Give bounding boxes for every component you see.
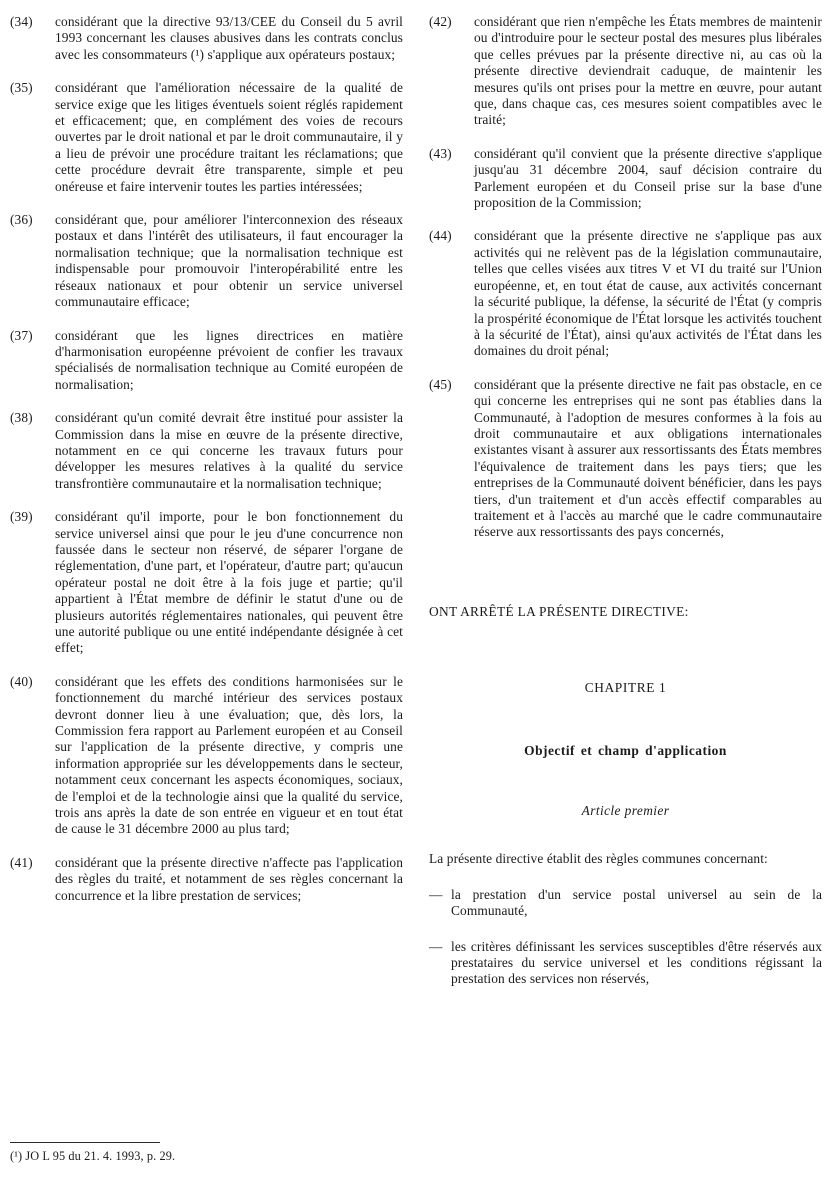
article-heading: Article premier [581,803,670,818]
article-intro-paragraph: La présente directive établit des règles communes concernant: [429,851,768,867]
recital-number: (38) [10,410,33,426]
list-item [429,939,822,988]
recital-44 [429,228,822,359]
list-item-text: la prestation d'un service postal universel au sein de la Communauté, [451,886,822,919]
recital-38 [10,410,403,492]
left-column [10,14,403,1170]
list-item-text: les critères définissant les services susceptibles d'être réservés aux prestataires du service universel et les conditions régissant la prestation des services non réservés, [451,938,822,987]
chapter-title: Objectif et champ d'application [524,742,727,758]
recital-35 [10,80,403,195]
recital-number: (42) [429,14,452,29]
recital-number: (44) [429,228,452,244]
recital-text: considérant que rien n'empêche les États membres de maintenir ou d'introduire pour le secteur postal des mesures plus libérales que celles prévues par la présente directive ni, au cas où la présente directive deviendrait caduque, de maintenir les mesures qu'ils ont prises pour la mettre en œuvre, pour autant que, dans chaque cas, ces mesures soient compatibles avec le traité; [474,14,822,128]
recital-number: (37) [10,327,33,343]
recital-37 [10,328,403,394]
list-item [429,887,822,920]
recital-text: considérant que la présente directive ne s'applique pas aux activités qui ne relèvent pas de la législation communautaire, telles que celles visées aux titres V et VI du traité sur l'Union européenne, et, en tout état de cause, aux activités concernant la sécurité publique, la défense, la sécurité de l'État (y compris la prospérité économique de l'État lorsque les activités touchent à la sécurité de l'État), ainsi qu'aux activités de l'État dans les domaines du droit pénal; [474,228,822,359]
chapter-label: CHAPITRE 1 [584,680,667,696]
recital-number: (35) [10,80,33,96]
recital-number: (41) [10,854,33,870]
recital-text: considérant que, pour améliorer l'interconnexion des réseaux postaux et dans l'intérêt des utilisateurs, il faut encourager la normalisation technique; que la normalisation technique est indispensable pour promouvoir l'interopérabilité entre les réseaux nationaux et pour obtenir un service universel communautaire efficace; [55,212,403,310]
dash-bullet: — [429,938,443,954]
recital-number: (39) [10,509,33,525]
footnote-marker: (¹) [10,1148,23,1163]
recital-text: considérant qu'un comité devrait être institué pour assister la Commission dans la mise en œuvre de la présente directive, notamment en ce qui concerne les travaux futurs pour développer les mesures relatives à la qualité du service transfrontière communautaire et la normalisation technique; [55,410,403,491]
recital-number: (45) [429,376,452,392]
dash-bullet: — [429,886,443,902]
recital-42 [429,14,822,129]
two-column-layout [10,14,822,1170]
recital-45 [429,377,822,541]
right-column [429,14,822,1170]
recital-number: (40) [10,673,33,689]
recital-text: considérant que la présente directive n'affecte pas l'application des règles du traité, et notamment de ses règles concernant la concurrence et la libre prestation de services; [55,854,403,903]
recital-41 [10,855,403,904]
footnote [10,1142,403,1170]
recital-number: (36) [10,212,33,228]
recital-text: considérant que la présente directive ne fait pas obstacle, en ce qui concerne les entreprises qui ne sont pas établies dans la Communauté, à l'adoption de mesures conformes à la fois au droit communautaire et aux obligations internationales existantes visant à assurer aux ressortissants des États membres l'équivalence de traitement dans les pays tiers; que les entreprises de la Communauté doivent bénéficier, dans les pays tiers, d'un traitement et d'un accès effectif comparables au traitement et à l'accès au marché que le cadre communautaire réserve aux ressortissants des pays concernés, [474,376,822,540]
recital-36 [10,212,403,310]
footnote-text: JO L 95 du 21. 4. 1993, p. 29. [25,1148,176,1163]
enacting-formula: ONT ARRÊTÉ LA PRÉSENTE DIRECTIVE: [429,603,689,619]
recital-number: (43) [429,145,452,161]
recital-number: (34) [10,14,33,29]
recital-text: considérant que les effets des conditions harmonisées sur le fonctionnement du marché intérieur des services postaux devront donner lieu à une évaluation; que, dès lors, la Commission fera rapport au Parlement européen et au Conseil sur l'application de la présente directive, y compris une information appropriée sur les développements dans le secteur, notamment ceux concernant les aspects économiques, sociaux, de l'emploi et de la technologie ainsi que la qualité du service, trois ans après la date de son entrée en vigueur et en tout état de cause le 31 décembre 2000 au plus tard; [55,673,403,837]
recital-text: considérant que les lignes directrices en matière d'harmonisation européenne prévoient de confier les travaux spécialisés de normalisation technique au Comité européen de normalisation; [55,327,403,392]
recital-text: considérant qu'il importe, pour le bon fonctionnement du service universel ainsi que pour le jeu d'une concurrence non faussée dans le secteur non réservé, de séparer l'organe de réglementation, d'une part, et l'opérateur, d'autre part; qu'aucun opérateur postal ne doit être à la fois juge et partie; qu'il appartient à l'État membre de définir le statut d'une ou de plusieurs autorités réglementaires nationales, qui peuvent être une autorité publique ou une entité indépendante désignée à cet effet; [55,509,403,656]
recital-text: considérant qu'il convient que la présente directive s'applique jusqu'au 31 décembre 2004, sauf décision contraire du Parlement européen et du Conseil prise sur la base d'une proposition de la Commission; [474,145,822,211]
recital-text: considérant que la directive 93/13/CEE du Conseil du 5 avril 1993 concernant les clauses abusives dans les contrats conclus avec les consommateurs (¹) s'applique aux opérateurs postaux; [55,14,403,62]
recital-text: considérant que l'amélioration nécessaire de la qualité de service exige que les litiges éventuels soient réglés rapidement et efficacement; que, en complément des voies de recours ouvertes par le droit national et par le droit communautaire, il y a lieu de prévoir une procédure traitant les réclamations; que cette procédure devrait être transparente, simple et peu onéreuse et faire intervenir toutes les parties intéressées; [55,80,403,194]
recital-34 [10,14,403,63]
recital-39 [10,509,403,657]
footnote-rule [10,1142,160,1143]
recital-43 [429,146,822,212]
recital-40 [10,674,403,838]
